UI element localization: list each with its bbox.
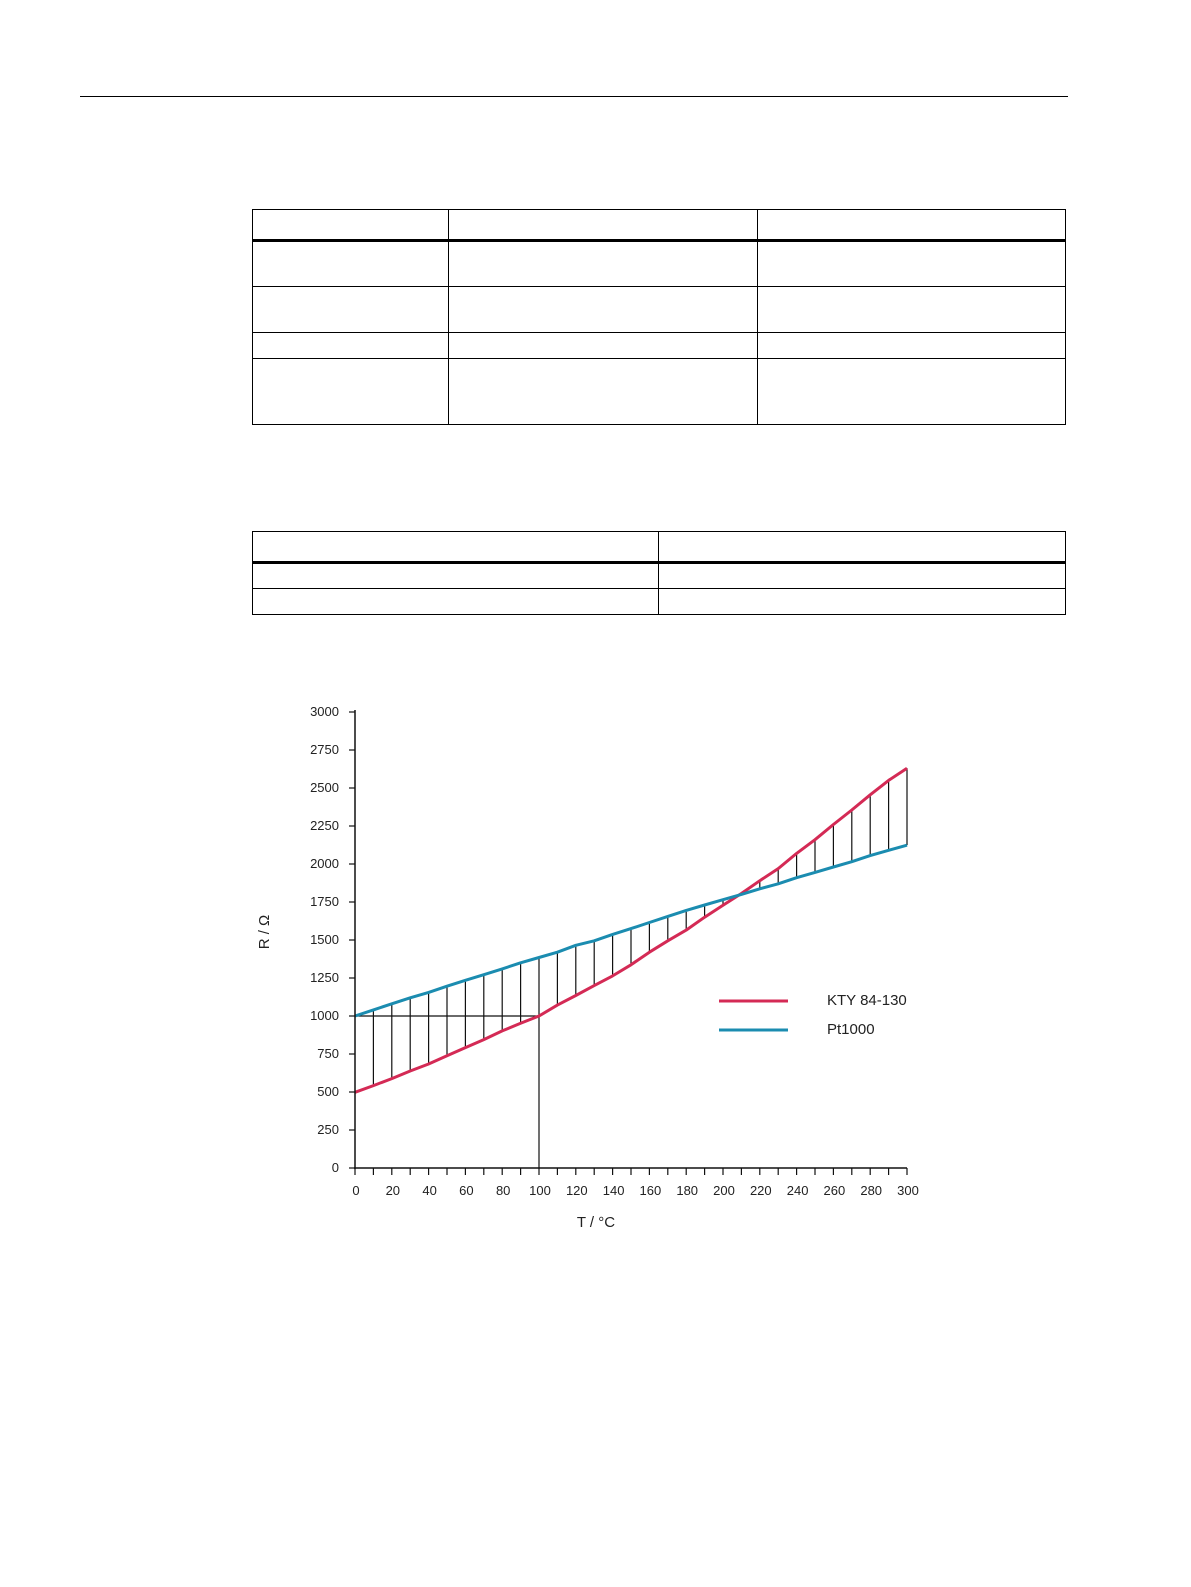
table-cell [449,359,758,425]
x-tick-label: 0 [352,1183,360,1198]
table-cell [659,532,1066,563]
y-tick-label: 2250 [310,818,339,833]
table-cell [659,589,1066,615]
x-tick-label: 60 [459,1183,474,1198]
y-tick-label: 250 [317,1122,339,1137]
y-tick-label: 1250 [310,970,339,985]
table-cell [449,241,758,287]
table-row [253,241,1066,287]
table-2 [252,531,1066,615]
header-rule [80,96,1068,97]
table-row [253,563,1066,589]
table-row [253,359,1066,425]
y-tick-label: 750 [317,1046,339,1061]
table-cell [253,532,659,563]
y-tick-label: 1750 [310,894,339,909]
y-tick-label: 500 [317,1084,339,1099]
table-cell [253,563,659,589]
x-tick-label: 160 [639,1183,662,1198]
table-row [253,589,1066,615]
x-tick-label: 220 [749,1183,772,1198]
table-row [253,532,1066,563]
x-tick-label: 200 [713,1183,735,1198]
x-tick-label: 20 [385,1183,401,1198]
axes [310,704,919,1198]
table-cell [758,241,1066,287]
y-tick-label: 0 [331,1160,339,1175]
table-cell [253,359,449,425]
y-tick-label: 2000 [310,856,339,871]
table-cell [253,210,449,241]
x-tick-label: 300 [897,1183,919,1198]
table-cell [253,333,449,359]
x-tick-label: 120 [565,1183,588,1198]
table-cell [449,210,758,241]
y-tick-label: 3000 [310,704,339,719]
table-row [253,333,1066,359]
y-tick-label: 2750 [310,742,339,757]
table-cell [449,287,758,333]
x-tick-label: 260 [823,1183,846,1198]
resistance-temperature-chart [240,690,960,1250]
table-1 [252,209,1066,425]
y-axis-title: R / Ω [256,914,273,950]
x-tick-label: 80 [495,1183,511,1198]
y-tick-label: 1000 [310,1008,339,1023]
table-row [253,287,1066,333]
x-tick-label: 240 [786,1183,809,1198]
x-tick-label: 100 [529,1183,551,1198]
y-tick-label: 2500 [310,780,339,795]
table-cell [758,287,1066,333]
y-tick-label: 1500 [310,932,339,947]
table-cell [758,333,1066,359]
x-tick-label: 180 [676,1183,699,1198]
table-cell [253,287,449,333]
legend [719,992,907,1038]
table-cell [758,210,1066,241]
legend-label-pt1000: Pt1000 [827,1021,875,1038]
x-tick-label: 140 [602,1183,625,1198]
table-cell [758,359,1066,425]
table-cell [253,589,659,615]
table-cell [659,563,1066,589]
legend-label-kty: KTY 84-130 [827,992,907,1009]
x-axis-title: T / °C [576,1214,616,1231]
table-cell [253,241,449,287]
x-tick-label: 40 [422,1183,437,1198]
table-row [253,210,1066,241]
table-cell [449,333,758,359]
x-tick-label: 280 [860,1183,883,1198]
